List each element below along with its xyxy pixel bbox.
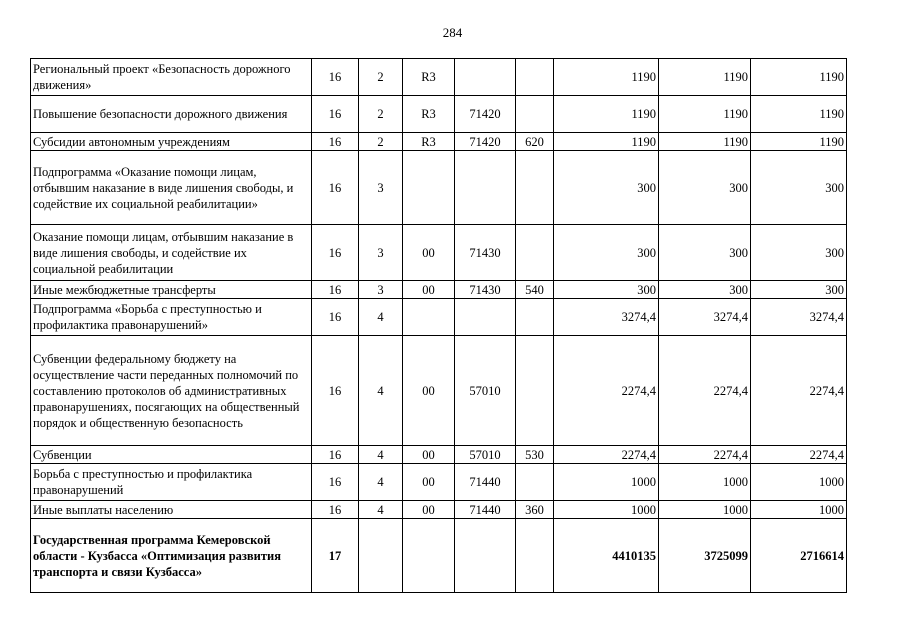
- col-amount-2: 300: [659, 281, 751, 299]
- col-direction-code: [455, 299, 516, 336]
- col-amount-2: 1190: [659, 96, 751, 133]
- col-amount-2: 1000: [659, 464, 751, 501]
- row-name: Субвенции федеральному бюджету на осуществление части переданных полномочий по составлению протоколов об административных правонарушениях, посягающих на общественный порядок и общественную безопасность: [31, 336, 312, 446]
- table-row: [31, 446, 847, 464]
- col-amount-3: 300: [751, 151, 847, 225]
- col-amount-1: 4410135: [554, 519, 659, 593]
- col-amount-2: 1000: [659, 501, 751, 519]
- col-subprogram-code: 3: [359, 225, 403, 281]
- row-name: Подпрограмма «Борьба с преступностью и профилактика правонарушений»: [31, 299, 312, 336]
- col-amount-2: 3725099: [659, 519, 751, 593]
- col-ministry-code: 16: [312, 299, 359, 336]
- col-project-code: 00: [403, 464, 455, 501]
- col-subprogram-code: 2: [359, 96, 403, 133]
- table-row: [31, 96, 847, 133]
- col-subprogram-code: 4: [359, 501, 403, 519]
- col-subprogram-code: 3: [359, 281, 403, 299]
- table-row: [31, 281, 847, 299]
- table-row: [31, 151, 847, 225]
- budget-table: [30, 58, 847, 593]
- col-expense-type: [516, 464, 554, 501]
- col-amount-3: 1190: [751, 96, 847, 133]
- col-amount-3: 300: [751, 281, 847, 299]
- row-name: Повышение безопасности дорожного движения: [31, 96, 312, 133]
- col-ministry-code: 16: [312, 133, 359, 151]
- col-direction-code: [455, 59, 516, 96]
- col-subprogram-code: [359, 519, 403, 593]
- col-expense-type: 620: [516, 133, 554, 151]
- col-expense-type: [516, 299, 554, 336]
- col-direction-code: 71430: [455, 225, 516, 281]
- col-amount-1: 300: [554, 151, 659, 225]
- row-name: Субсидии автономным учреждениям: [31, 133, 312, 151]
- col-expense-type: [516, 336, 554, 446]
- col-project-code: 00: [403, 225, 455, 281]
- col-direction-code: [455, 519, 516, 593]
- col-amount-1: 1190: [554, 96, 659, 133]
- table-row: [31, 299, 847, 336]
- col-project-code: R3: [403, 133, 455, 151]
- table-row: [31, 336, 847, 446]
- row-name: Подпрограмма «Оказание помощи лицам, отбывшим наказание в виде лишения свободы, и содействие их социальной реабилитации»: [31, 151, 312, 225]
- col-amount-2: 2274,4: [659, 336, 751, 446]
- col-amount-1: 1190: [554, 59, 659, 96]
- col-amount-3: 1190: [751, 133, 847, 151]
- col-ministry-code: 17: [312, 519, 359, 593]
- col-direction-code: 57010: [455, 446, 516, 464]
- col-amount-1: 3274,4: [554, 299, 659, 336]
- col-amount-2: 3274,4: [659, 299, 751, 336]
- col-subprogram-code: 4: [359, 446, 403, 464]
- col-amount-2: 1190: [659, 59, 751, 96]
- col-ministry-code: 16: [312, 446, 359, 464]
- col-ministry-code: 16: [312, 281, 359, 299]
- col-expense-type: [516, 59, 554, 96]
- col-subprogram-code: 3: [359, 151, 403, 225]
- col-direction-code: 71420: [455, 96, 516, 133]
- row-name: Борьба с преступностью и профилактика правонарушений: [31, 464, 312, 501]
- col-subprogram-code: 2: [359, 59, 403, 96]
- col-project-code: 00: [403, 501, 455, 519]
- col-direction-code: [455, 151, 516, 225]
- table-row: [31, 133, 847, 151]
- col-amount-3: 300: [751, 225, 847, 281]
- col-amount-1: 1190: [554, 133, 659, 151]
- col-amount-1: 1000: [554, 501, 659, 519]
- col-ministry-code: 16: [312, 96, 359, 133]
- page-number: 284: [442, 25, 463, 40]
- table-row: [31, 501, 847, 519]
- col-subprogram-code: 4: [359, 336, 403, 446]
- col-project-code: 00: [403, 446, 455, 464]
- col-expense-type: 530: [516, 446, 554, 464]
- col-amount-3: 1190: [751, 59, 847, 96]
- table-row: [31, 464, 847, 501]
- col-subprogram-code: 4: [359, 299, 403, 336]
- col-amount-2: 1190: [659, 133, 751, 151]
- col-expense-type: [516, 96, 554, 133]
- row-name: Оказание помощи лицам, отбывшим наказание в виде лишения свободы, и содействие их социальной реабилитации: [31, 225, 312, 281]
- col-project-code: R3: [403, 59, 455, 96]
- row-name: Государственная программа Кемеровской области - Кузбасса «Оптимизация развития транспорта и связи Кузбасса»: [31, 519, 312, 593]
- col-amount-3: 2274,4: [751, 336, 847, 446]
- col-project-code: R3: [403, 96, 455, 133]
- col-amount-2: 300: [659, 151, 751, 225]
- col-direction-code: 71440: [455, 501, 516, 519]
- col-amount-3: 1000: [751, 464, 847, 501]
- col-ministry-code: 16: [312, 59, 359, 96]
- col-project-code: [403, 519, 455, 593]
- col-amount-3: 2716614: [751, 519, 847, 593]
- col-expense-type: [516, 151, 554, 225]
- col-amount-2: 2274,4: [659, 446, 751, 464]
- col-project-code: [403, 299, 455, 336]
- row-name: Региональный проект «Безопасность дорожного движения»: [31, 59, 312, 96]
- col-amount-1: 300: [554, 225, 659, 281]
- col-amount-3: 3274,4: [751, 299, 847, 336]
- col-ministry-code: 16: [312, 225, 359, 281]
- col-amount-3: 1000: [751, 501, 847, 519]
- col-subprogram-code: 4: [359, 464, 403, 501]
- row-name: Иные межбюджетные трансферты: [31, 281, 312, 299]
- col-subprogram-code: 2: [359, 133, 403, 151]
- col-amount-3: 2274,4: [751, 446, 847, 464]
- col-amount-1: 2274,4: [554, 446, 659, 464]
- col-amount-2: 300: [659, 225, 751, 281]
- col-direction-code: 71440: [455, 464, 516, 501]
- col-project-code: 00: [403, 281, 455, 299]
- col-direction-code: 71420: [455, 133, 516, 151]
- col-amount-1: 300: [554, 281, 659, 299]
- table-row: [31, 225, 847, 281]
- table-row: [31, 519, 847, 593]
- col-expense-type: 540: [516, 281, 554, 299]
- col-ministry-code: 16: [312, 501, 359, 519]
- col-expense-type: [516, 519, 554, 593]
- col-ministry-code: 16: [312, 464, 359, 501]
- col-direction-code: 57010: [455, 336, 516, 446]
- col-ministry-code: 16: [312, 151, 359, 225]
- col-amount-1: 1000: [554, 464, 659, 501]
- row-name: Иные выплаты населению: [31, 501, 312, 519]
- table-row: [31, 59, 847, 96]
- col-amount-1: 2274,4: [554, 336, 659, 446]
- col-expense-type: [516, 225, 554, 281]
- col-expense-type: 360: [516, 501, 554, 519]
- col-ministry-code: 16: [312, 336, 359, 446]
- col-direction-code: 71430: [455, 281, 516, 299]
- col-project-code: [403, 151, 455, 225]
- col-project-code: 00: [403, 336, 455, 446]
- row-name: Субвенции: [31, 446, 312, 464]
